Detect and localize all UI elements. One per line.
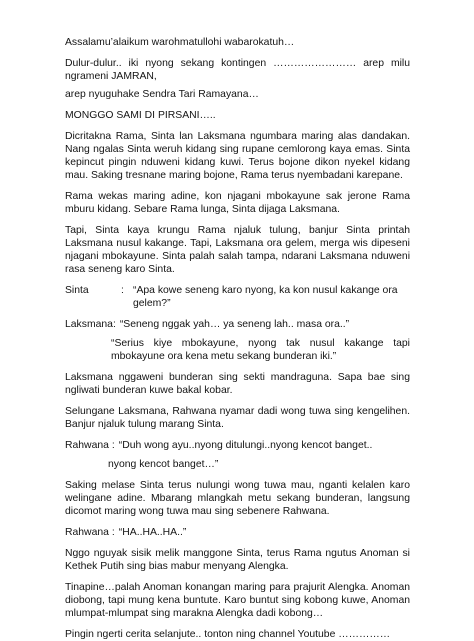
- speaker-separator: :: [111, 527, 115, 538]
- story-paragraph: Laksmana nggaweni bunderan sing sekti mandraguna. Sapa bae sing ngliwati bunderan kuwe bakal kobar.: [65, 372, 410, 396]
- closing-line: Pingin ngerti cerita selanjute.. tonton ning channel Youtube ……………: [65, 629, 391, 640]
- dialogue-text: “Duh wong ayu..nyong ditulungi..nyong kencot banget..: [118, 440, 373, 451]
- dialogue-laksmana: [65, 318, 410, 331]
- speaker-name: Sinta: [65, 285, 89, 296]
- story-paragraph: Saking melase Sinta terus nulungi wong tuwa mau, nganti kelalen karo welingane adine. Mbarang mlangkah metu sekang bunderan, langsung dicomot maring wong tuwa mau sing sebenere Rahwana.: [65, 480, 410, 517]
- story-paragraph: Tapi, Sinta kaya krungu Rama njaluk tulung, banjur Sinta printah Laksmana nusul kakange. Tapi, Laksmana ora gelem, merga wis dipeseni njagani mbokayune. Sinta palah salah tampa, ndarani Laksmana nduweni rasa seneng karo Sinta.: [65, 225, 410, 275]
- intro-paragraph-2: arep nyuguhake Sendra Tari Ramayana…: [65, 89, 259, 100]
- speaker-name: Rahwana: [65, 440, 109, 451]
- greeting: Assalamu’alaikum warohmatullohi wabarokatuh…: [65, 37, 295, 48]
- speaker-separator: :: [111, 440, 115, 451]
- dialogue-line: gelem?”: [133, 298, 171, 309]
- dialogue-continuation: “Serius kiye mbokayune, nyong tak nusul kakange tapi mbokayune ora kena metu sekang bunderan iki.”: [111, 338, 410, 362]
- speaker-separator: :: [121, 285, 124, 296]
- dialogue-text: “Seneng nggak yah… ya seneng lah.. masa ora..”: [119, 319, 350, 330]
- intro-paragraph: Dulur-dulur.. iki nyong sekang kontingen …………………… arep milu ngrameni JAMRAN,: [65, 58, 410, 82]
- speaker-name: Rahwana: [65, 527, 109, 538]
- dialogue-sinta: [65, 284, 410, 310]
- speaker-name: Laksmana:: [65, 319, 116, 330]
- story-paragraph: Dicritakna Rama, Sinta lan Laksmana ngumbara maring alas dandakan. Nang ngalas Sinta weruh kidang sing rupane cemlorong kaya emas. Sinta kepincut pingin nduweni kidang kuwi. Terus bojone dikon nyekel kidang mau. Saking tresnane maring bojone, Rama terus nyembadani karepane.: [65, 131, 410, 181]
- heading-line: MONGGO SAMI DI PIRSANI…..: [65, 110, 216, 121]
- story-paragraph: Nggo nguyak sisik melik manggone Sinta, terus Rama ngutus Anoman si Kethek Putih sing bias mabur menyang Alengka.: [65, 548, 410, 572]
- dialogue-rahwana-laugh: [65, 526, 410, 539]
- story-paragraph: Selungane Laksmana, Rahwana nyamar dadi wong tuwa sing kengelihen. Banjur njaluk tulung marang Sinta.: [65, 406, 410, 430]
- dialogue-text: “HA..HA..HA..”: [118, 527, 187, 538]
- story-paragraph: Rama wekas maring adine, kon njagani mbokayune sak jerone Rama mburu kidang. Sebare Rama lunga, Sinta dijaga Laksmana.: [65, 191, 410, 215]
- dialogue-rahwana: [65, 439, 410, 452]
- dialogue-text: [133, 284, 410, 310]
- story-paragraph: Tinapine…palah Anoman konangan maring para prajurit Alengka. Anoman diobong, tapi mung kena buntute. Karo buntut sing kobong kuwe, Anoman mlumpat-mlumpat sing marakna Alengka dadi kobong…: [65, 582, 410, 619]
- dialogue-line: “Apa kowe seneng karo nyong, ka kon nusul kakange ora: [133, 285, 398, 296]
- dialogue-continuation: nyong kencot banget…”: [108, 459, 219, 470]
